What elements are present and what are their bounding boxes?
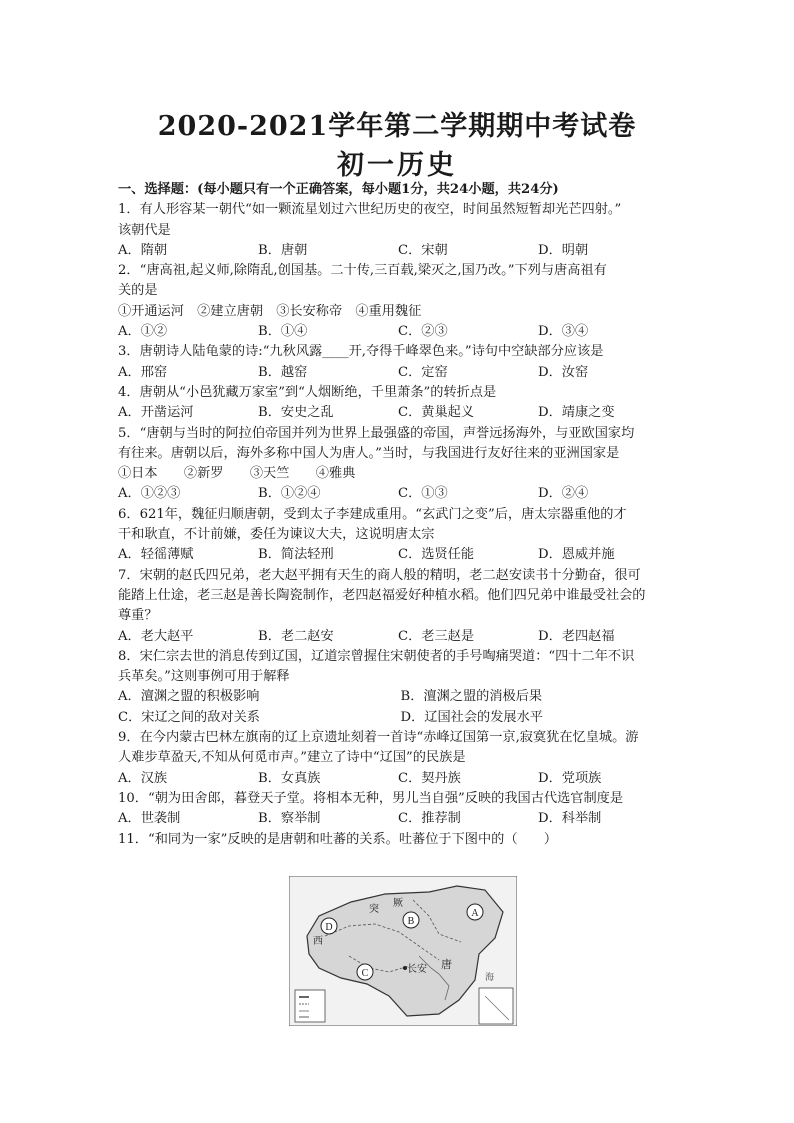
label-tang: 唐	[441, 959, 452, 971]
marker-d-label: D	[325, 922, 333, 933]
option-b: B．简法轻刑	[258, 547, 334, 563]
question-6-stem-cont: 干和耿直，不计前嫌，委任为谏议大夫，这说明唐太宗	[118, 527, 435, 543]
option-a: A．①②	[118, 324, 168, 340]
option-c: C．①③	[398, 486, 448, 502]
option-d: D．汝窑	[538, 364, 589, 380]
question-3-options	[118, 363, 683, 383]
section-heading: 一、选择题：(每小题只有一个正确答案，每小题1分，共24小题，共24分)	[118, 182, 559, 197]
question-1-options	[118, 241, 683, 261]
option-c: C．推荐制	[398, 811, 461, 827]
option-d: D．辽国社会的发展水平	[400, 709, 543, 725]
option-a: A．老大赵平	[118, 628, 194, 644]
option-a: A．邢窑	[118, 364, 168, 380]
tang-dynasty-map	[289, 876, 517, 1026]
option-b: B．①②④	[258, 486, 321, 502]
option-b: B．越窑	[258, 364, 308, 380]
question-2-options	[118, 322, 683, 342]
question-2-stem-cont: 关的是	[118, 283, 158, 299]
label-jue: 厥	[393, 898, 403, 909]
exam-subtitle: 初一历史	[337, 150, 457, 181]
question-3-stem: 3．唐朝诗人陆龟蒙的诗:“九秋风露____开,夺得千峰翠色来。”诗句中空缺部分应该是	[118, 344, 604, 360]
marker-c-label: C	[361, 968, 369, 979]
option-c: C．黄巢起义	[398, 405, 475, 421]
question-11-stem: 11．“和同为一家”反映的是唐朝和吐蕃的关系。吐蕃位于下图中的（ ）	[118, 831, 558, 847]
option-b: B．老二赵安	[258, 628, 334, 644]
question-4-options	[118, 403, 683, 423]
option-c: C．选贤任能	[398, 547, 475, 563]
option-b: B．察举制	[258, 811, 321, 827]
question-7-options	[118, 627, 683, 647]
exam-title: 2020-2021学年第二学期期中考试卷	[157, 111, 637, 142]
option-d: D．恩威并施	[538, 547, 615, 563]
exam-body	[118, 180, 683, 850]
question-10-options	[118, 809, 683, 829]
option-d: D．科举制	[538, 811, 602, 827]
option-a: A．开凿运河	[118, 405, 194, 421]
option-c: C．②③	[398, 324, 448, 340]
option-a: A．轻徭薄赋	[118, 547, 194, 563]
question-8-options-row2	[118, 708, 683, 728]
question-5-stem-cont: 有往来。唐朝以后，海外多称中国人为唐人。”当时，与我国进行友好往来的亚洲国家是	[118, 445, 620, 461]
question-2-items: ①开通运河 ②建立唐朝 ③长安称帝 ④重用魏征	[118, 303, 422, 319]
changan-dot	[403, 966, 407, 970]
option-a: A．世袭制	[118, 811, 181, 827]
question-5-stem: 5．“唐朝与当时的阿拉伯帝国并列为世界上最强盛的帝国，声誉远扬海外，与亚欧国家均	[118, 425, 635, 441]
question-5-options	[118, 484, 683, 504]
question-6-stem: 6．621年，魏征归顺唐朝，受到太子李建成重用。“玄武门之变”后，唐太宗器重他的才	[118, 506, 627, 522]
question-10-stem: 10．“朝为田舍郎，暮登天子堂。将相本无种，男儿当自强”反映的我国古代选官制度是	[118, 790, 624, 806]
option-d: D．③④	[538, 324, 589, 340]
option-b: B．澶渊之盟的消极后果	[400, 689, 543, 705]
map-svg	[289, 876, 517, 1026]
option-c: C．老三赵是	[398, 628, 475, 644]
label-changan: 长安	[407, 964, 427, 975]
question-6-options	[118, 545, 683, 565]
option-b: B．安史之乱	[258, 405, 334, 421]
question-4-stem: 4．唐朝从“小邑犹藏万家室”到“人烟断绝，千里萧条”的转折点是	[118, 384, 497, 400]
question-7-stem-end: 尊重？	[118, 608, 158, 624]
question-2-stem: 2．“唐高祖,起义师,除隋乱,创国基。二十传,三百载,梁灭之,国乃改。”下列与唐高祖有	[118, 263, 607, 279]
question-1-stem-cont: 该朝代是	[118, 222, 171, 238]
option-c: C．宋朝	[398, 242, 448, 258]
option-a: A．隋朝	[118, 242, 168, 258]
label-hai: 海	[485, 972, 495, 982]
question-8-options-row1	[118, 687, 683, 707]
option-c: C．宋辽之间的敌对关系	[118, 709, 260, 725]
option-b: B．唐朝	[258, 242, 308, 258]
option-d: D．明朝	[538, 242, 589, 258]
label-xi: 西	[313, 936, 323, 947]
question-5-items: ①日本 ②新罗 ③天竺 ④雅典	[118, 466, 356, 482]
label-tu: 突	[369, 904, 379, 915]
marker-a-label: A	[471, 908, 479, 919]
question-1-stem: 1．有人形容某一朝代“如一颗流星划过六世纪历史的夜空，时间虽然短暂却光芒四射。”	[118, 202, 622, 218]
question-8-stem: 8．宋仁宗去世的消息传到辽国，辽道宗曾握住宋朝使者的手号啕痛哭道：“四十二年不识	[118, 648, 635, 664]
option-d: D．党项族	[538, 770, 602, 786]
marker-b-label: B	[407, 916, 415, 927]
option-b: B．①④	[258, 324, 308, 340]
question-9-stem: 9．在今内蒙古巴林左旗南的辽上京遗址刻着一首诗“赤峰辽国第一京,寂寞犹在忆皇城。游	[118, 730, 639, 746]
option-a: A．澶渊之盟的积极影响	[118, 689, 260, 705]
question-9-stem-cont: 人难步草盈天,不知从何觅市声。”建立了诗中“辽国”的民族是	[118, 750, 466, 766]
option-b: B．女真族	[258, 770, 321, 786]
question-7-stem: 7．宋朝的赵氏四兄弟，老大赵平拥有天生的商人般的精明，老二赵安读书十分勤奋，很可	[118, 567, 641, 583]
option-a: A．①②③	[118, 486, 181, 502]
option-a: A．汉族	[118, 770, 168, 786]
option-d: D．②④	[538, 486, 589, 502]
option-c: C．契丹族	[398, 770, 461, 786]
option-d: D．靖康之变	[538, 405, 615, 421]
question-9-options	[118, 769, 683, 789]
option-c: C．定窑	[398, 364, 448, 380]
question-7-stem-cont: 能踏上仕途，老三赵是善长陶瓷制作，老四赵福爱好种植水稻。他们四兄弟中谁最受社会的	[118, 587, 646, 603]
question-8-stem-cont: 兵革矣。”这则事例可用于解释	[118, 669, 290, 685]
option-d: D．老四赵福	[538, 628, 615, 644]
